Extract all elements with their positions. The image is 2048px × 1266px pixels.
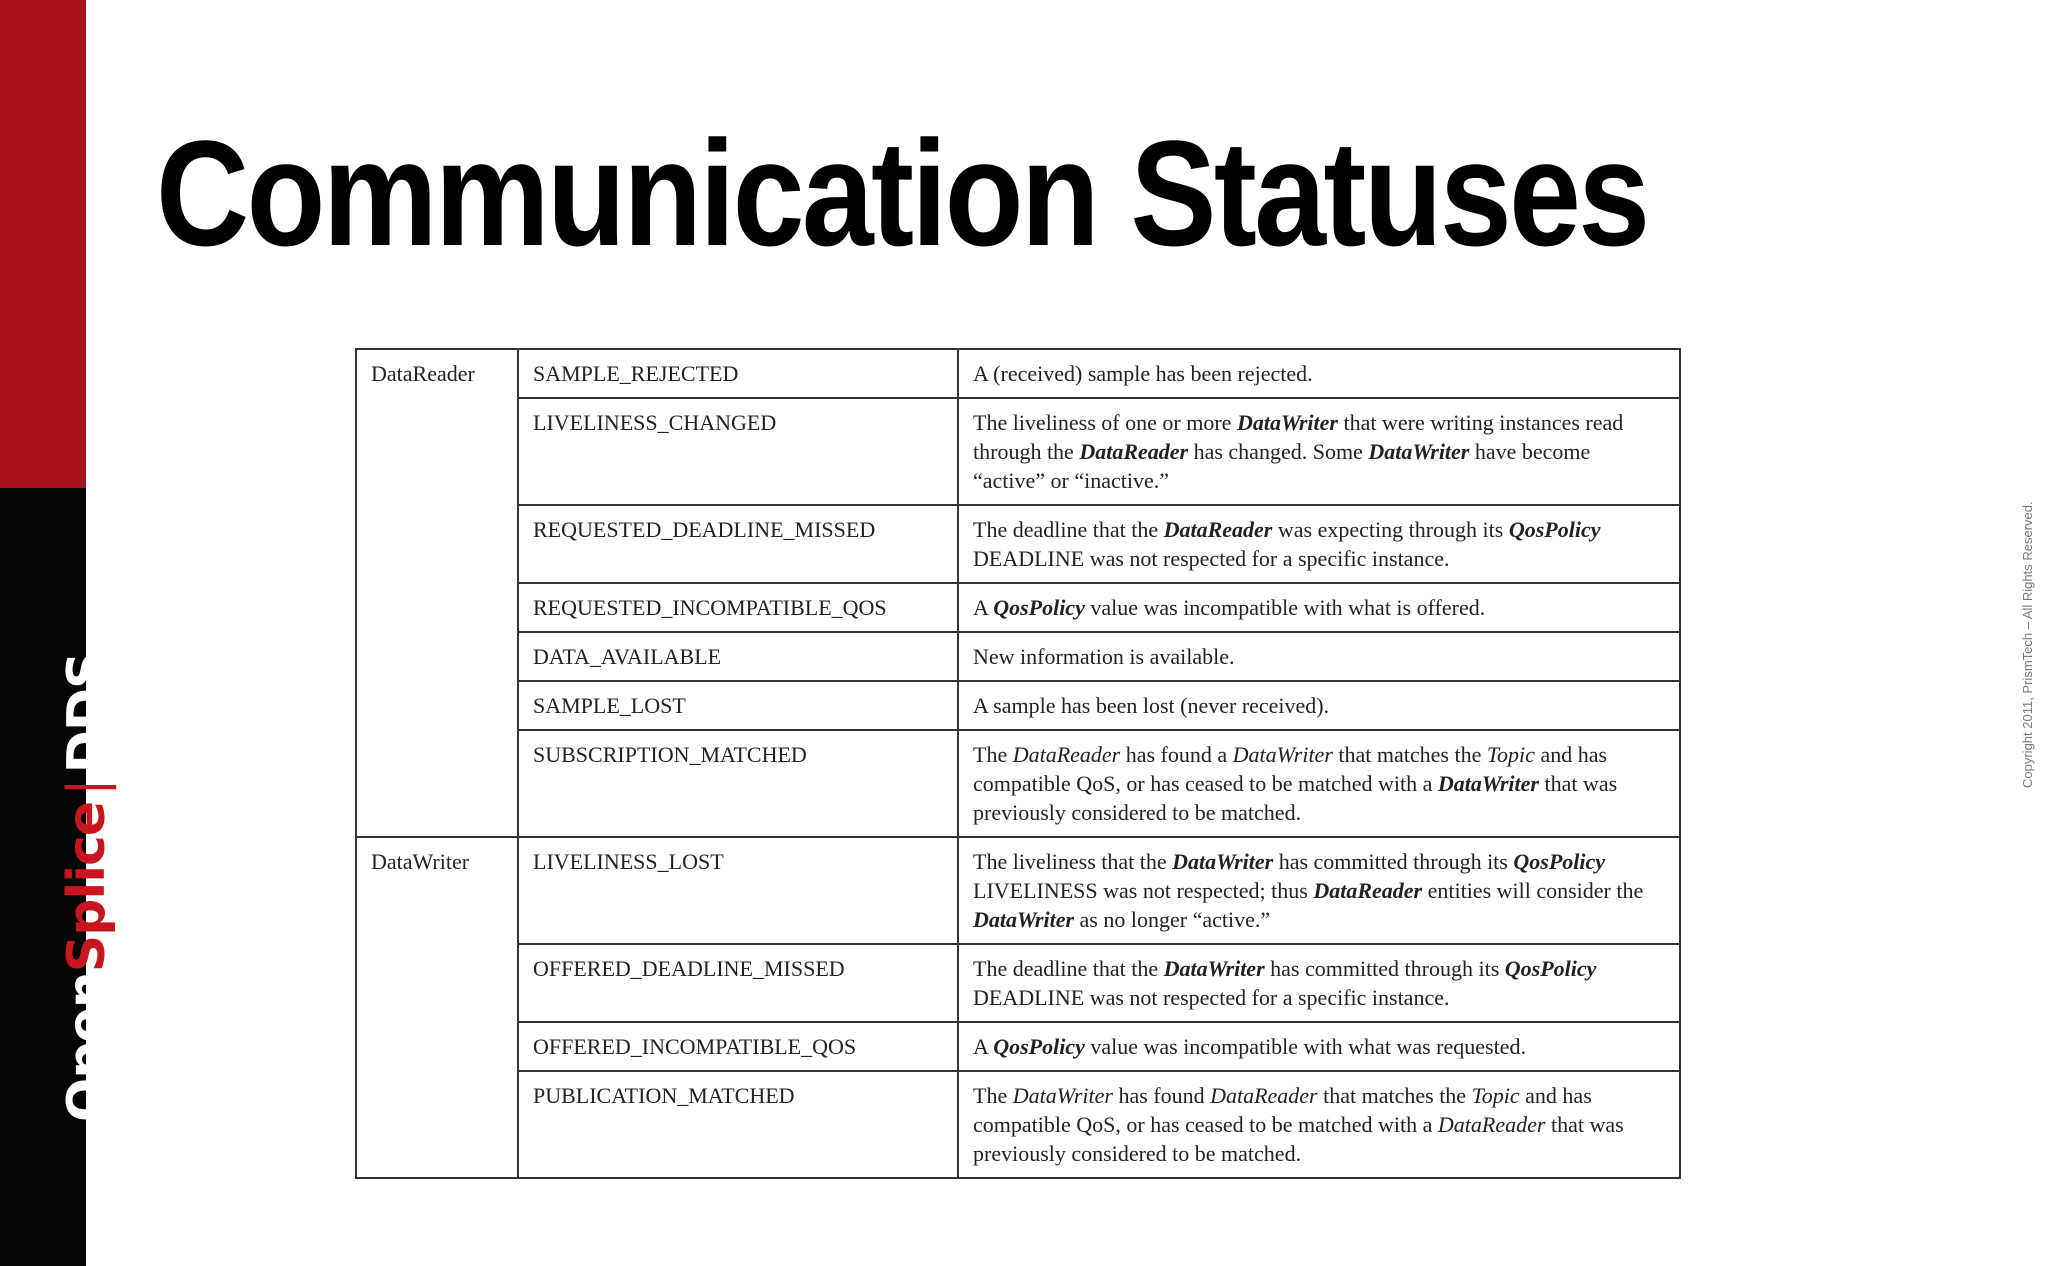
status-description-cell <box>958 1071 1680 1178</box>
description-segment: New information is available. <box>973 644 1235 669</box>
status-name-cell: SUBSCRIPTION_MATCHED <box>518 730 958 837</box>
description-segment: Topic <box>1486 742 1535 767</box>
brand-splice: Splice <box>57 801 117 973</box>
description-segment: DataWriter <box>1172 849 1274 874</box>
description-segment: DataReader <box>1163 517 1273 542</box>
status-name-cell: LIVELINESS_LOST <box>518 837 958 944</box>
description-segment: QosPolicy <box>993 1034 1085 1059</box>
table-row <box>356 505 1680 583</box>
description-segment: value was incompatible with what is offered. <box>1084 595 1486 620</box>
status-name-cell: REQUESTED_INCOMPATIBLE_QOS <box>518 583 958 632</box>
brand-dds: DDS <box>57 652 117 774</box>
status-name-cell: LIVELINESS_CHANGED <box>518 398 958 505</box>
status-name-cell: OFFERED_DEADLINE_MISSED <box>518 944 958 1022</box>
description-segment: value was incompatible with what was requested. <box>1084 1034 1526 1059</box>
description-segment: QosPolicy <box>1513 849 1606 874</box>
description-segment: QosPolicy <box>1504 956 1597 981</box>
brand-open: Open <box>57 972 117 1122</box>
description-segment: as no longer “active.” <box>1074 907 1271 932</box>
description-segment: The deadline that the <box>973 956 1164 981</box>
table-row <box>356 837 1680 944</box>
description-segment: that were writing instances read through the <box>973 410 1624 464</box>
description-segment: DataWriter <box>1012 1083 1113 1108</box>
status-description-cell <box>958 398 1680 505</box>
table-row <box>356 681 1680 730</box>
status-description-cell <box>958 681 1680 730</box>
table-row <box>356 349 1680 398</box>
description-segment: has committed through its <box>1264 956 1505 981</box>
description-segment: entities will consider the <box>1422 878 1644 903</box>
description-segment: that matches the <box>1317 1083 1472 1108</box>
table-row <box>356 944 1680 1022</box>
description-segment: A <box>973 595 994 620</box>
status-name-cell: OFFERED_INCOMPATIBLE_QOS <box>518 1022 958 1071</box>
description-segment: DataWriter <box>973 907 1075 932</box>
status-description-cell <box>958 583 1680 632</box>
status-name-cell: SAMPLE_REJECTED <box>518 349 958 398</box>
description-segment: The <box>973 1083 1013 1108</box>
description-segment: LIVELINESS was not respected; thus <box>973 878 1314 903</box>
status-description-cell <box>958 349 1680 398</box>
status-table <box>355 348 1681 1179</box>
description-segment: The deadline that the <box>973 517 1164 542</box>
description-segment: have become “active” or “inactive.” <box>973 439 1591 493</box>
slide-title: Communication Statuses <box>156 109 1648 277</box>
description-segment: DataWriter <box>1163 956 1265 981</box>
status-description-cell <box>958 944 1680 1022</box>
status-description-cell <box>958 632 1680 681</box>
table-row <box>356 398 1680 505</box>
table-row <box>356 1022 1680 1071</box>
entity-cell: DataReader <box>356 349 518 837</box>
copyright-notice: Copyright 2011, PrismTech – All Rights Reserved. <box>2020 501 2035 788</box>
brand-separator: | <box>57 779 117 796</box>
status-name-cell: DATA_AVAILABLE <box>518 632 958 681</box>
description-segment: QosPolicy <box>1508 517 1601 542</box>
description-segment: that was previously considered to be matched. <box>973 1112 1624 1166</box>
description-segment: DEADLINE was not respected for a specific instance. <box>973 546 1450 571</box>
description-segment: DEADLINE was not respected for a specific instance. <box>973 985 1450 1010</box>
description-segment: DataReader <box>1012 742 1121 767</box>
status-name-cell: SAMPLE_LOST <box>518 681 958 730</box>
table-row <box>356 583 1680 632</box>
description-segment: The liveliness that the <box>973 849 1173 874</box>
description-segment: was expecting through its <box>1272 517 1509 542</box>
description-segment: DataWriter <box>1236 410 1338 435</box>
description-segment: Topic <box>1471 1083 1520 1108</box>
description-segment: The <box>973 742 1013 767</box>
description-segment: that matches the <box>1332 742 1487 767</box>
description-segment: DataReader <box>1437 1112 1546 1137</box>
table-row <box>356 730 1680 837</box>
status-description-cell <box>958 837 1680 944</box>
table-row <box>356 1071 1680 1178</box>
status-table-body <box>356 349 1680 1178</box>
status-name-cell: PUBLICATION_MATCHED <box>518 1071 958 1178</box>
opensplice-dds-logo <box>57 652 117 1122</box>
description-segment: that was previously considered to be matched. <box>973 771 1618 825</box>
description-segment: A <box>973 1034 994 1059</box>
description-segment: QosPolicy <box>993 595 1085 620</box>
entity-cell: DataWriter <box>356 837 518 1178</box>
description-segment: DataReader <box>1079 439 1189 464</box>
status-description-cell <box>958 1022 1680 1071</box>
description-segment: DataWriter <box>1437 771 1539 796</box>
description-segment: The liveliness of one or more <box>973 410 1237 435</box>
description-segment: DataWriter <box>1368 439 1470 464</box>
description-segment: A (received) sample has been rejected. <box>973 361 1313 386</box>
description-segment: has committed through its <box>1273 849 1514 874</box>
description-segment: has found a <box>1120 742 1233 767</box>
status-description-cell <box>958 505 1680 583</box>
description-segment: and has compatible QoS, or has ceased to be matched with a <box>973 742 1608 796</box>
description-segment: has changed. Some <box>1188 439 1369 464</box>
sidebar-red-band <box>0 0 86 488</box>
description-segment: and has compatible QoS, or has ceased to be matched with a <box>973 1083 1592 1137</box>
description-segment: DataWriter <box>1232 742 1333 767</box>
description-segment: DataReader <box>1313 878 1423 903</box>
status-name-cell: REQUESTED_DEADLINE_MISSED <box>518 505 958 583</box>
description-segment: A sample has been lost (never received). <box>973 693 1330 718</box>
description-segment: has found <box>1112 1083 1211 1108</box>
table-row <box>356 632 1680 681</box>
status-description-cell <box>958 730 1680 837</box>
description-segment: DataReader <box>1210 1083 1318 1108</box>
